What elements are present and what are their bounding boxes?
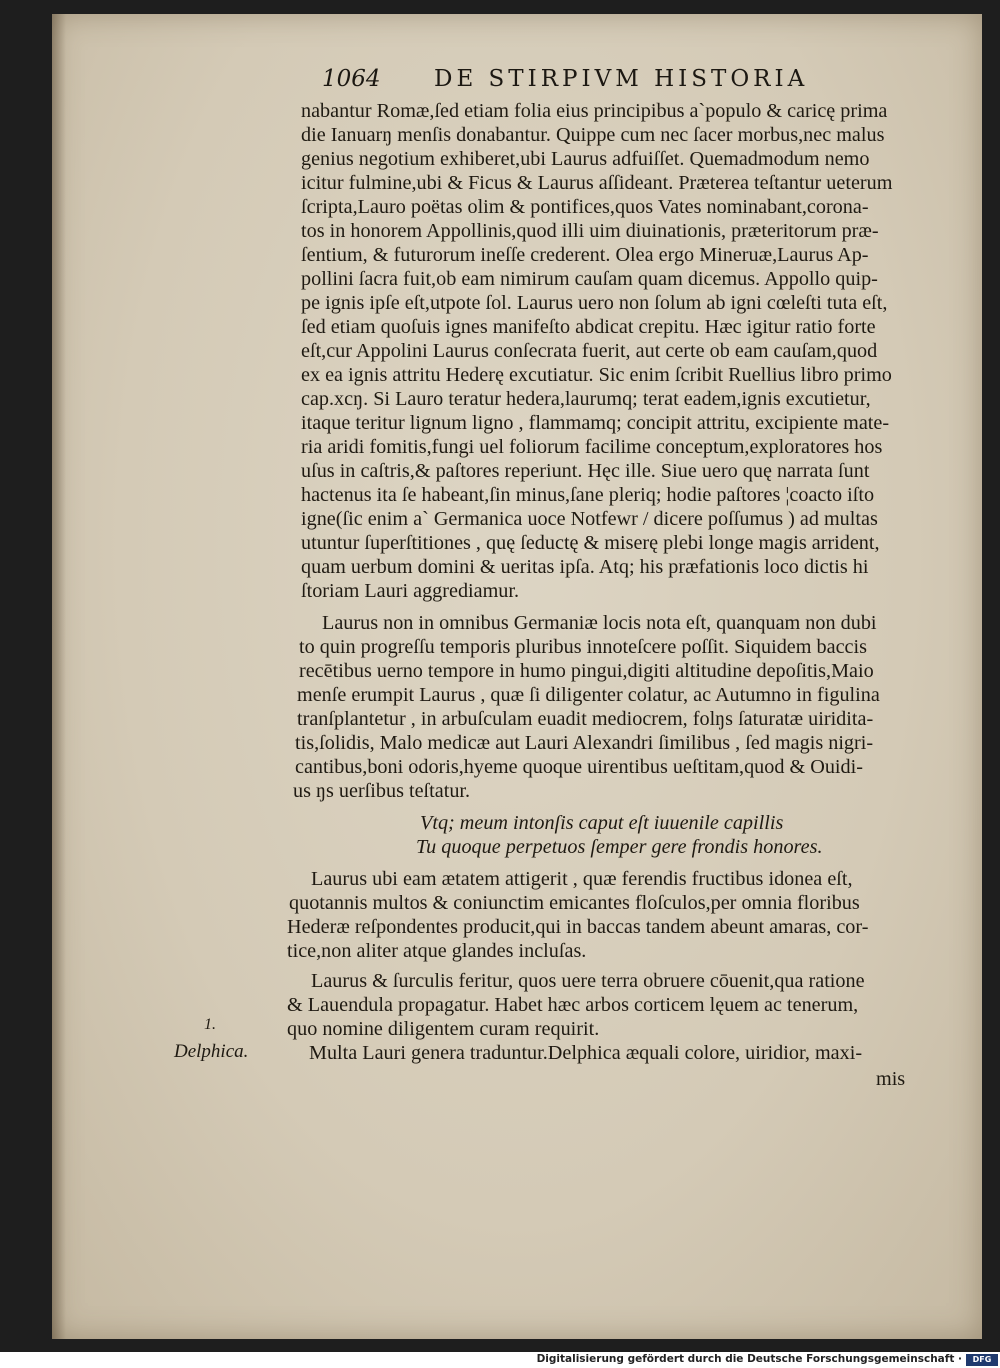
text-line: icitur fulmine,ubi & Ficus & Laurus aſſideant. Præterea teſtantur ueterum	[301, 172, 893, 194]
text-line: cap.xcŋ. Si Lauro teratur hedera,laurumq; terat eadem,ignis excutietur,	[301, 388, 871, 410]
text-line: ſentium, & futurorum ineſſe crederent. Olea ergo Mineruæ,Laurus Ap-	[301, 244, 869, 266]
text-line: tis,ſolidis, Malo medicæ aut Lauri Alexandri ſimilibus , ſed magis nigri-	[295, 732, 874, 754]
text-line: tranſplantetur , in arbuſculam euadit mediocrem, folŋs ſaturatæ uiridita-	[297, 708, 874, 730]
text-line: hactenus ita ſe habeant,ſin minus,ſane pleriq; hodie paſtores ¦coacto iſto	[301, 484, 875, 506]
running-title: DE STIRPIVM HISTORIA	[434, 66, 809, 92]
text-line: tos in honorem Appollinis,quod illi uim diuinationis, præteritorum præ-	[301, 220, 879, 242]
text-line: pe ignis ipſe eſt,utpote ſol. Laurus uero non ſolum ab igni cœleſti tuta eſt,	[301, 292, 888, 314]
text-line: utuntur ſuperſtitiones , quę ſeductę & miserę plebi longe magis arrident,	[301, 532, 880, 554]
text-line: menſe erumpit Laurus , quæ ſi diligenter colatur, ac Autumno in figulina	[297, 684, 880, 706]
text-line: itaque teritur lignum ligno , flammamq; concipit attritu, excipiente mate-	[301, 412, 890, 434]
text-line: & Lauendula propagatur. Habet hæc arbos corticem lęuem ac tenerum,	[287, 994, 859, 1016]
text-line: us ŋs uerſibus teſtatur.	[293, 780, 471, 802]
text-line: tice,non aliter atque glandes incluſas.	[287, 940, 587, 962]
margin-number: 1.	[204, 1016, 216, 1033]
text-line: ſed etiam quoſuis ignes manifeſto abdicat crepitu. Hæc igitur ratio forte	[301, 316, 876, 338]
text-line: ria aridi fomitis,fungi uel foliorum facilime conceptum,exploratores hos	[301, 436, 883, 458]
text-line: igne(ſic enim a` Germanica uoce Notfewr / dicere poſſumus ) ad multas	[301, 508, 878, 530]
text-line: recētibus uerno tempore in humo pingui,digiti altitudine depoſitis,Maio	[299, 660, 874, 682]
text-line: Laurus ubi eam ætatem attigerit , quæ ferendis fructibus idonea eſt,	[311, 868, 853, 890]
catchword: mis	[876, 1068, 906, 1090]
text-line: uſus in caſtris,& paſtores reperiunt. Hęc ille. Siue uero quę narrata ſunt	[301, 460, 870, 482]
text-line: quotannis multos & coniunctim emicantes floſculos,per omnia floribus	[289, 892, 860, 914]
dfg-logo-icon: DFG	[966, 1354, 998, 1366]
margin-label: Delphica.	[174, 1041, 249, 1062]
text-line: ex ea ignis attritu Hederę excutiatur. Sic enim ſcribit Ruellius libro primo	[301, 364, 892, 386]
text-line: pollini ſacra fuit,ob eam nimirum cauſam quam dicemus. Appollo quip-	[301, 268, 878, 290]
page-number: 1064	[322, 66, 381, 92]
text-line: ſtoriam Lauri aggrediamur.	[301, 580, 520, 602]
text-line: eſt,cur Appolini Laurus conſecrata fuerit, aut certe ob eam cauſam,quod	[301, 340, 878, 362]
verse-line: Vtq; meum intonſis caput eſt iuuenile capillis	[420, 812, 784, 834]
text-line: genius negotium exhiberet,ubi Laurus adfuiſſet. Quemadmodum nemo	[301, 148, 870, 170]
footer-bar	[0, 1352, 1000, 1368]
text-line: ſcripta,Lauro poëtas olim & pontifices,quos Vates nominabant,corona-	[301, 196, 869, 218]
text-line: Laurus & ſurculis feritur, quos uere terra obruere cōuenit,qua ratione	[311, 970, 865, 992]
text-line: quo nomine diligentem curam requirit.	[287, 1018, 600, 1040]
text-line: Multa Lauri genera traduntur.Delphica æquali colore, uiridior, maxi-	[309, 1042, 863, 1064]
text-line: to quin progreſſu temporis pluribus innoteſcere poſſit. Siquidem baccis	[299, 636, 867, 658]
text-line: die Ianuarŋ menſis donabantur. Quippe cum nec ſacer morbus,nec malus	[301, 124, 885, 146]
text-line: Laurus non in omnibus Germaniæ locis nota eſt, quanquam non dubi	[322, 612, 877, 634]
text-line: quam uerbum domini & ueritas ipſa. Atq; his præfationis loco dictis hi	[301, 556, 869, 578]
footer-credit: Digitalisierung gefördert durch die Deutsche Forschungsgemeinschaft ·	[536, 1353, 962, 1365]
text-line: nabantur Romæ,ſed etiam folia eius principibus a`populo & caricę prima	[301, 100, 888, 122]
text-line: Hederæ reſpondentes producit,qui in baccas tandem abeunt amaras, cor-	[287, 916, 869, 938]
verse-line: Tu quoque perpetuos ſemper gere frondis honores.	[416, 836, 823, 858]
text-line: cantibus,boni odoris,hyeme quoque uirentibus ueſtitam,quod & Ouidi-	[295, 756, 863, 778]
